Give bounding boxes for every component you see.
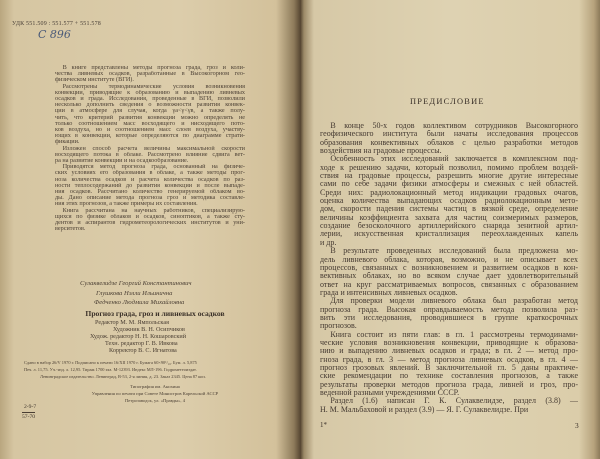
preface-line: нию и выпадению ливневых осадков и града; в гл. 2 — метод про- [320, 347, 578, 356]
annotation-line: ских условиях его образования в облаке, а также методы прог- [55, 170, 245, 177]
annotation-line: ции в атмосфере для случая, когда γа<γ<γв, а также полу- [55, 108, 245, 115]
handwritten-shelf-mark: С 896 [38, 28, 71, 41]
preface-line: Раздел (1.6) написан Г. К. Сулаквелидзе, раздел (3.8) — [330, 397, 578, 406]
preface-line: гноза града, в гл. 3 — метод прогноза ливневых осадков, в гл. 4 — [320, 355, 578, 364]
preface-line: В конце 50-х годов коллективом сотрудников Высокогорного [330, 122, 578, 130]
preface-line: Книга состоит из пяти глав: в гл. 1 рассмотрены термодинами- [330, 330, 578, 339]
preface-line: образования конвективных облаков с целью разработки методов [320, 138, 578, 147]
preface-line: ответ на круг рассматриваемых вопросов, связанных с образованием [320, 280, 578, 289]
annotation-text [55, 65, 245, 232]
preface-line: прогноза града. Высокая оправдываемость метода позволила раз- [320, 305, 578, 314]
credit-art-editor: Худож. редактор Н. Н. Кошаровский [90, 333, 187, 340]
author-2: Глушкова Нэлли Ильинична [96, 290, 173, 297]
preface-line: дом, скорости падения системы частиц в вязкой среде, определение [320, 205, 578, 214]
annotation-line: чества ливневых осадков, разработанные в Высокогорном гео- [55, 71, 245, 78]
printer-address: Петрозаводск, ул. «Правды», 4 [124, 398, 186, 403]
preface-line: В результате проведенных исследований была предложена мо- [330, 247, 578, 256]
annotation-line: ности теплосодержаний до развития конвекции и после выпаде- [55, 182, 245, 189]
annotation-line: несколько дополнить сведения о возможности развития конвек- [55, 102, 245, 109]
signature-mark: 1* [320, 421, 327, 429]
imprint-line-3: Ленинградское издательство. Ленинград, В-53, 2-я линия, д. 23. Заказ 2345. Цена 87 коп. [40, 374, 206, 379]
annotation-line: В книге представлены методы прогноза града, гроз и коли- [62, 65, 245, 71]
annotation-line: ния этих прогнозов, а также примеры их составления. [55, 201, 198, 208]
preface-line: ходе к решению задачи, который позволил, помимо проблем воздей- [320, 163, 578, 172]
preface-line: величины коэффициента захвата для частиц соизмеримых размеров, [320, 213, 578, 222]
annotation-line: конвекции, приводящие к образованию и выпадению ливневых [55, 89, 245, 96]
annotation-line: ющих в конвекции, которые определяются по диаграмме страти- [55, 133, 245, 140]
annotation-line: ков воздуха, но и соотношением масс слоев воздуха, участву- [55, 127, 245, 134]
annotation-line: ра на развитие конвекции и на осадкообразование. [55, 158, 189, 165]
preface-line: создание безосколочного артиллерийского снаряда зенитной артил- [320, 222, 578, 231]
annotation-line: Приводятся метод прогноза града, основанный на физиче- [62, 164, 245, 171]
imprint-line-1: Сдано в набор 26/V 1970 г. Подписано к печати 16/XII 1970 г. Бумага 60×90¹/₁₆. Бум. л. 5,875 [24, 360, 197, 365]
preface-line: веденной разными учреждениями СССР. [320, 389, 460, 397]
preface-line: оценка количества выпадающих осадков радиолокационным мето- [320, 197, 578, 206]
preface-line: ствия на градовые процессы, разрешить многие другие интересные [320, 172, 578, 181]
annotation-line: фикации. [55, 139, 80, 146]
annotation-line: осадков и града. Исследования, проведенные в ВГИ, позволили [55, 96, 245, 103]
preface-line: прогноз грозовых явлений. В заключительной гл. 5 даны практиче- [320, 363, 578, 372]
preface-line: и др. [320, 238, 337, 247]
annotation-paragraph [55, 84, 245, 146]
annotation-line: ды. Дано описание метода прогноза гроз и методика составле- [55, 195, 245, 202]
preface-line: геофизического института были начаты исследования процессов [320, 130, 578, 139]
annotation-paragraph [55, 208, 245, 233]
annotation-line: ния осадков. Рассчитано количество генерируемой облаком во- [55, 189, 245, 196]
preface-line: дель ливневого облака, которая, возможно, и не описывает всех [320, 255, 578, 264]
preface-line: Среди них: радиолокационный метод индикации градовых очагов, [320, 188, 578, 197]
printer-name: Типография им. Анохина [130, 384, 180, 389]
printer-authority: Управления по печати при Совете Министров Карельской АССР [91, 391, 219, 396]
annotation-line: ноза количества осадков и расчета количества осадков по раз- [55, 176, 245, 183]
annotation-paragraph [55, 65, 245, 84]
preface-paragraph [320, 297, 578, 330]
credit-proofreader: Корректор В. С. Игнатова [109, 347, 177, 354]
annotation-line: дентов и аспирантов гидрометеорологических институтов и уни- [55, 220, 245, 227]
preface-line: ские рекомендации по технике составления прогнозов, а также [320, 372, 578, 381]
preface-line: лерии, искусственная кристаллизация переохлажденных капель [320, 230, 578, 239]
preface-paragraph [320, 397, 578, 414]
preface-text [320, 122, 578, 414]
annotation-line: только соотношением масс восходящего и нисходящего пото- [55, 120, 245, 127]
preface-line: ческие условия возникновения конвекции, приводящие к образова- [320, 338, 578, 347]
book-title: Прогноз града, гроз и ливневых осадков [85, 309, 225, 318]
annotation-paragraph [55, 164, 245, 207]
catalog-code-bottom: 57-70 [22, 414, 36, 420]
preface-line: процессов, связанных с возникновением и развитием осадков в кон- [320, 263, 578, 272]
annotation-line: Рассмотрены термодинамические условия возникновения [62, 83, 245, 90]
annotation-line: физическом институте (ВГИ). [55, 77, 134, 84]
preface-line: Н. М. Мальбаховой и раздел (3.9) — Я. Г. Сулаквелидзе. При [320, 405, 529, 414]
preface-line: воздействия на градовые процессы. [320, 147, 442, 156]
preface-paragraph [320, 247, 578, 297]
preface-line: вить эти исследования, проводившиеся в группе краткосрочных [320, 313, 578, 322]
preface-heading: ПРЕДИСЛОВИЕ [410, 97, 485, 106]
credit-editor: Редактор М. М. Ямпольская [95, 319, 169, 326]
preface-line: града и интенсивных ливневых осадков. [320, 288, 458, 297]
preface-paragraph [320, 122, 578, 155]
author-3: Федченко Людмила Михайловна [94, 299, 185, 306]
preface-paragraph [320, 155, 578, 247]
preface-line: прогнозов. [320, 322, 357, 331]
annotation-line: щихся по физике облаков и осадков, синоптиков, а также сту- [55, 213, 245, 220]
annotation-line: Книга рассчитана на научных работников, специализирую- [62, 207, 245, 214]
annotation-paragraph [55, 146, 245, 165]
author-1: Сулаквелидзе Георгий Константинович [80, 280, 192, 287]
imprint-line-2: Печ. л. 11,75. Уч.-изд. л. 12,95. Тираж 1700 экз. М-12393. Индекс МЛ-196. Гидрометеоиздат. [24, 367, 197, 372]
preface-line: Для проверки модели ливневого облака был разработан метод [330, 297, 578, 306]
preface-paragraph [320, 331, 578, 398]
page-number: 3 [575, 421, 579, 430]
annotation-line: восходящего потока в облаке. Рассмотрено влияние сдвига вет- [55, 151, 245, 158]
annotation-line: чить, что критерий развития конвекции можно определять не [55, 114, 245, 121]
preface-line: вективных облаках, но во всяком случае дает удовлетворительный [320, 272, 578, 281]
preface-line: сами по себе задачи физики атмосферы и смежных с ней областей. [320, 180, 578, 189]
preface-line: результаты проверки методов прогноза града, ливней и гроз, про- [320, 380, 578, 389]
annotation-line: верситетов. [55, 226, 86, 233]
credit-artist: Художник В. Н. Осипчиков [113, 326, 185, 333]
credit-tech-editor: Техн. редактор Г. В. Ивкова [105, 340, 178, 347]
preface-line: Особенность этих исследований заключается в комплексном под- [330, 155, 578, 164]
catalog-code-top: 2-9-7 [24, 404, 37, 410]
annotation-line: Изложен способ расчета величины максимальной скорости [62, 145, 245, 152]
udk-code: УДК 551.509 : 551.577 + 551.578 [12, 21, 101, 27]
